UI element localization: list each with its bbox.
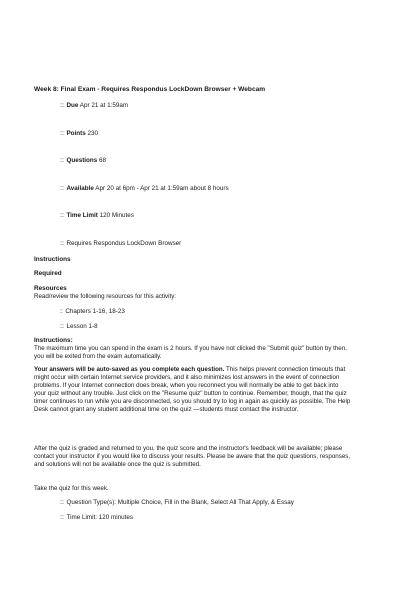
available-row <box>60 185 229 194</box>
questions-row <box>60 157 106 166</box>
quiz-item: ::: Time Limit: 120 minutes <box>60 514 134 521</box>
resources-heading: Resources <box>34 285 67 292</box>
questions-value: 68 <box>99 157 107 164</box>
available-label: Available <box>66 185 94 192</box>
time-limit-label: Time Limit <box>66 212 98 219</box>
instructions-block-text: The maximum time you can spend in the exam is 2 hours. If you have not clicked the "Submit quiz" button by then, you will be exited from the exam automatically. <box>34 345 347 361</box>
drag-handle-icon: ::: <box>60 240 64 247</box>
quiz-item: ::: Question Type(s): Multiple Choice, Fill in the Blank, Select All That Apply, & Essay <box>60 499 294 506</box>
due-row <box>60 102 128 111</box>
after-quiz-paragraph: After the quiz is graded and returned to you, the quiz score and the instructor's feedback will be available; please contact your instructor if you would like to discuss your results. Please be aware that the quiz questions, responses, and solutions will not be available once the quiz is submitted. <box>34 445 351 469</box>
take-quiz-text: Take the quiz for this week. <box>34 485 109 492</box>
questions-label: Questions <box>66 157 98 164</box>
time-limit-row <box>60 212 134 221</box>
due-label: Due <box>66 102 79 109</box>
page-title: Week 8: Final Exam - Requires Respondus LockDown Browser + Webcam <box>34 86 266 93</box>
instructions-block-heading: Instructions: <box>34 337 73 344</box>
drag-handle-icon: ::: <box>60 212 64 219</box>
requires-text: Requires Respondus LockDown Browser <box>66 240 182 247</box>
time-limit-value: 120 Minutes <box>99 212 134 219</box>
autosave-paragraph <box>34 366 352 415</box>
resources-intro: Read/review the following resources for this activity: <box>34 293 177 300</box>
instructions-heading: Instructions <box>34 256 71 263</box>
available-value: Apr 20 at 6pm - Apr 21 at 1:59am about 8 hours <box>95 185 229 192</box>
points-row <box>60 130 98 139</box>
autosave-text: This helps prevent connection timeouts that might occur with certain Internet service providers, and it also minimizes lost answers in the event of connection problems. If your Internet connection does break, when you reconnect you will normally be able to get back into your quiz without any trouble. Just click on the "Resume quiz" button to continue. Remember, though, that the quiz timer continues to run while you are disconnected, so you should try to log in again as quickly as possible. The Help Desk cannot grant any student additional time on the quiz —students must contact the instructor. <box>34 366 351 414</box>
due-value: Apr 21 at 1:59am <box>79 102 129 109</box>
drag-handle-icon: ::: <box>60 499 64 506</box>
exam-page <box>34 0 374 600</box>
resource-item: ::: Lesson 1-8 <box>60 323 98 330</box>
drag-handle-icon: :: <box>60 308 63 315</box>
drag-handle-icon: ::: <box>60 157 64 164</box>
required-heading: Required <box>34 270 62 277</box>
requires-row <box>60 240 181 249</box>
drag-handle-icon: ::: <box>60 323 64 330</box>
autosave-bold: Your answers will be auto-saved as you complete each question. <box>34 366 225 373</box>
drag-handle-icon: ::: <box>60 102 64 109</box>
drag-handle-icon: ::: <box>60 185 64 192</box>
drag-handle-icon: ::: <box>60 514 64 521</box>
points-label: Points <box>66 130 86 137</box>
resource-item: :: Chapters 1-16, 18-23 <box>60 308 125 315</box>
drag-handle-icon: ::: <box>60 130 64 137</box>
points-value: 230 <box>87 130 98 137</box>
